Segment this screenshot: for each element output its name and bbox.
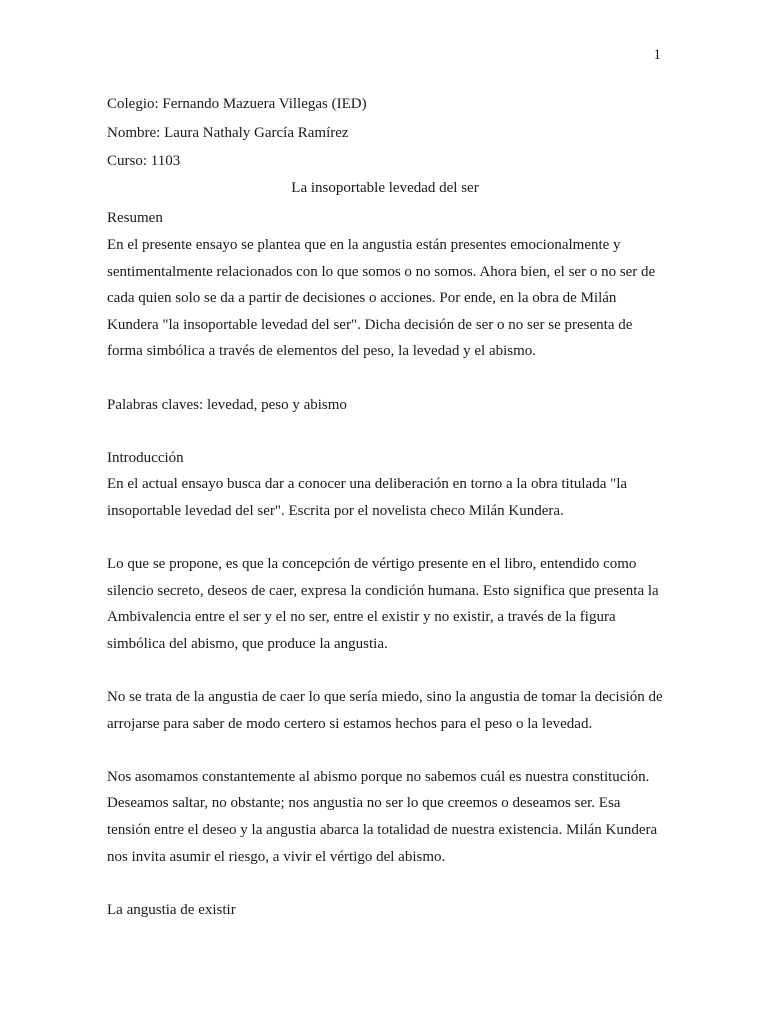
course-line: Curso: 1103 (107, 153, 181, 170)
document-title: La insoportable levedad del ser (291, 179, 479, 196)
intro-paragraph: En el actual ensayo busca dar a conocer una deliberación en torno a la obra titulada "la insoportable levedad del ser". Escrita por el novelista checo Milán Kundera. (107, 476, 628, 519)
student-name-line: Nombre: Laura Nathaly García Ramírez (107, 124, 349, 141)
introduction-heading: Introducción (107, 449, 184, 466)
intro-paragraph: Lo que se propone, es que la concepción de vértigo presente en el libro, entendido como silencio secreto, deseos de caer, expresa la condición humana. Esto significa que presenta la Ambivalencia entre el ser y el no ser, entre el existir y no existir, a través de la figura simbólica del abismo, que produce la angustia. (107, 556, 659, 652)
intro-paragraph: No se trata de la angustia de caer lo que sería miedo, sino la angustia de tomar la decisión de arrojarse para saber de modo certero si estamos hechos para el peso o la levedad. (107, 689, 663, 732)
abstract-heading: Resumen (107, 210, 163, 227)
document-body (107, 91, 663, 923)
intro-paragraph: Nos asomamos constantemente al abismo porque no sabemos cuál es nuestra constitución. Deseamos saltar, no obstante; nos angustia no ser lo que creemos o deseamos ser. Esa tensión entre el deseo y la angustia abarca la totalidad de nuestra existencia. Milán Kundera nos invita asumir el riesgo, a vivir el vértigo del abismo. (107, 768, 658, 865)
school-line: Colegio: Fernando Mazuera Villegas (IED) (107, 96, 367, 112)
page-number: 1 (653, 47, 661, 63)
keywords-line: Palabras claves: levedad, peso y abismo (107, 396, 347, 413)
abstract-text: En el presente ensayo se plantea que en la angustia están presentes emocionalmente y sentimentalmente relacionados con lo que somos o no somos. Ahora bien, el ser o no ser de cada quien solo se da a partir de decisiones o acciones. Por ende, en la obra de Milán Kundera "la insoportable levedad del ser". Dicha decisión de ser o no ser se presenta de forma simbólica a través de elementos del peso, la levedad y el abismo. (107, 236, 656, 360)
section-heading: La angustia de existir (107, 901, 236, 918)
